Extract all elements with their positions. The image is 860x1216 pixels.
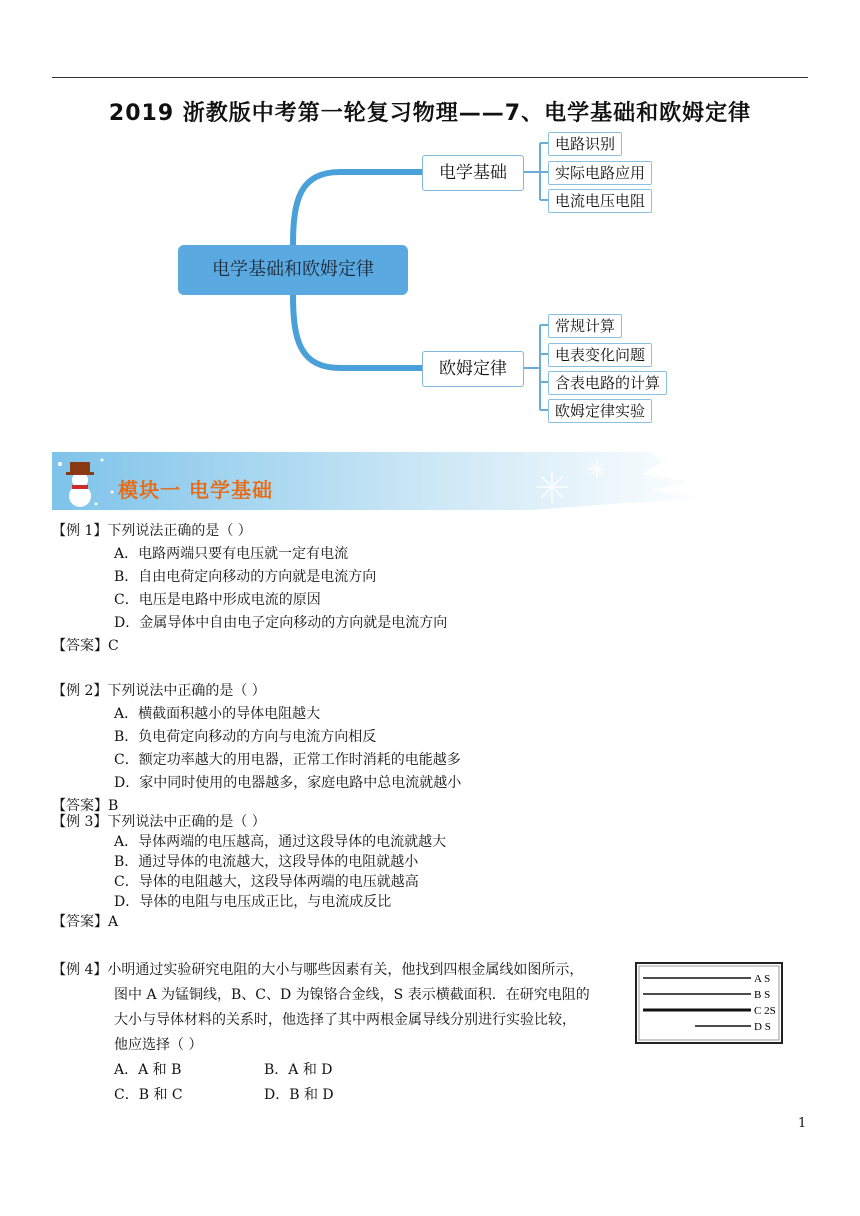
answer: 【答案】A — [52, 914, 119, 930]
mind-map-leaf: 含表电路的计算 — [548, 371, 667, 395]
option-b: B．负电荷定向移动的方向与电流方向相反 — [114, 729, 377, 745]
answer: 【答案】C — [52, 638, 119, 654]
wire-label-a: A S — [754, 973, 771, 985]
question-3 — [52, 812, 446, 932]
question-stem-line: 图中 A 为锰铜线，B、C、D 为镍铬合金线，S 表示横截面积．在研究电阻的 — [114, 987, 590, 1003]
question-label: 【例 4】 — [52, 962, 108, 978]
question-1 — [52, 520, 447, 658]
option-a: A．A 和 B — [114, 1062, 182, 1078]
mind-map-leaf: 电表变化问题 — [548, 343, 652, 367]
mind-map — [0, 0, 860, 440]
question-label: 【例 2】 — [52, 683, 108, 699]
question-2 — [52, 680, 461, 818]
option-b: B．A 和 D — [264, 1062, 333, 1078]
option-b: B．通过导体的电流越大，这段导体的电阻就越小 — [114, 854, 419, 870]
option-a: A．导体两端的电压越高，通过这段导体的电流就越大 — [114, 834, 447, 850]
question-stem: 下列说法正确的是（ ） — [107, 523, 252, 539]
module-title: 模块一 电学基础 — [118, 478, 273, 502]
question-stem-line: 大小与导体材料的关系时，他选择了其中两根金属导线分别进行实验比较， — [114, 1012, 576, 1028]
question-4 — [52, 958, 590, 1108]
option-d: D．金属导体中自由电子定向移动的方向就是电流方向 — [114, 615, 448, 631]
wire-label-d: D S — [754, 1021, 771, 1033]
options-row — [52, 1083, 590, 1108]
option-b: B．自由电荷定向移动的方向就是电流方向 — [114, 569, 377, 585]
question-stem: 下列说法中正确的是（ ） — [107, 814, 266, 830]
wire-label-b: B S — [754, 989, 771, 1001]
document-title: 2019 浙教版中考第一轮复习物理——7、电学基础和欧姆定律 — [108, 101, 752, 126]
option-c: C．额定功率越大的用电器，正常工作时消耗的电能越多 — [114, 752, 461, 768]
option-d: D．B 和 D — [264, 1087, 334, 1103]
option-a: A．横截面积越小的导体电阻越大 — [114, 706, 321, 722]
option-c: C．导体的电阻越大，这段导体两端的电压就越高 — [114, 874, 419, 890]
mind-map-leaf: 电路识别 — [548, 132, 622, 156]
option-a: A．电路两端只要有电压就一定有电流 — [114, 546, 349, 562]
option-d: D．家中同时使用的电器越多，家庭电路中总电流就越小 — [114, 775, 462, 791]
mind-map-center: 电学基础和欧姆定律 — [178, 245, 408, 295]
wire-label-c: C 2S — [754, 1005, 776, 1017]
mind-map-leaf: 电流电压电阻 — [548, 189, 652, 213]
question-stem-line: 他应选择（ ） — [114, 1037, 203, 1053]
question-stem-line: 小明通过实验研究电阻的大小与哪些因素有关，他找到四根金属线如图所示， — [107, 962, 584, 978]
answer: 【答案】B — [52, 798, 119, 814]
options-row — [52, 1058, 590, 1083]
wire-figure — [635, 962, 783, 1044]
mind-map-branch-1: 电学基础 — [422, 155, 524, 191]
mind-map-leaf: 实际电路应用 — [548, 161, 652, 185]
question-label: 【例 3】 — [52, 814, 108, 830]
option-c: C．B 和 C — [114, 1087, 183, 1103]
mind-map-branch-2: 欧姆定律 — [422, 351, 524, 387]
question-label: 【例 1】 — [52, 523, 108, 539]
mind-map-leaf: 常规计算 — [548, 314, 622, 338]
option-d: D．导体的电阻与电压成正比，与电流成反比 — [114, 894, 392, 910]
question-stem: 下列说法中正确的是（ ） — [107, 683, 266, 699]
page-number: 1 — [798, 1116, 807, 1131]
mind-map-leaf: 欧姆定律实验 — [548, 399, 652, 423]
option-c: C．电压是电路中形成电流的原因 — [114, 592, 321, 608]
